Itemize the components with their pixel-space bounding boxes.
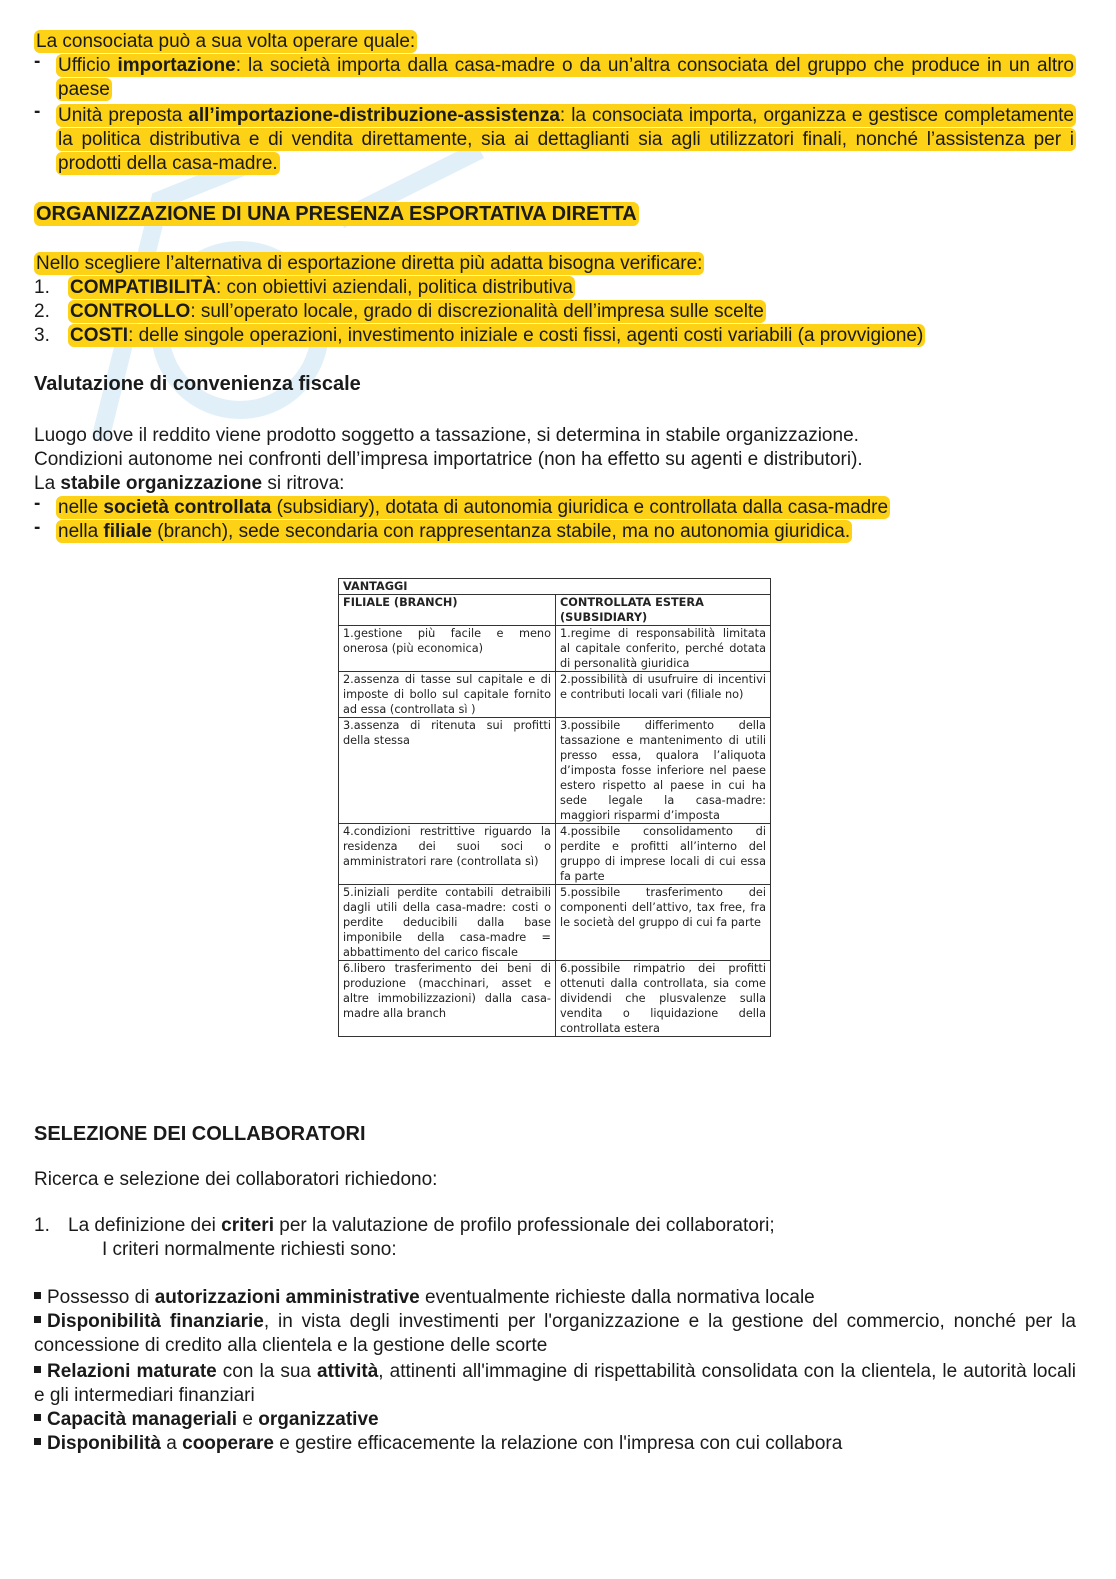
section1-item-1: 1. COMPATIBILITÀ: con obiettivi aziendali, politica distributiva [34, 277, 573, 298]
section2-title: Valutazione di convenienza fiscale [34, 373, 361, 395]
section2-line3: La stabile organizzazione si ritrova: [34, 473, 345, 494]
intro-lead: La consociata può a sua volta operare quale: [36, 31, 416, 52]
section2-line2: Condizioni autonome nei confronti dell’impresa importatrice (non ha effetto su agenti e distributori). [34, 449, 863, 470]
document-page [34, 30, 1076, 544]
table-header-branch: FILIALE (BRANCH) [339, 595, 556, 626]
criteria-bullet-3: Relazioni maturate con la sua attività, attinenti all'immagine di rispettabilità consolidata con la clientela, le autorità locali e gli intermediari finanziari [34, 1361, 1077, 1406]
table-row [339, 672, 771, 718]
section1-title: ORGANIZZAZIONE DI UNA PRESENZA ESPORTATIVA DIRETTA [36, 203, 637, 225]
section3-sub: I criteri normalmente richiesti sono: [102, 1239, 397, 1260]
section3 [34, 1122, 1076, 1456]
square-bullet-icon [34, 1438, 41, 1445]
criteria-bullet-5: Disponibilità a cooperare e gestire efficacemente la relazione con l'impresa con cui collabora [34, 1432, 1076, 1456]
section3-lead: Ricerca e selezione dei collaboratori richiedono: [34, 1169, 438, 1190]
table-row [339, 718, 771, 824]
table-cell: 5.iniziali perdite contabili detraibili dagli utili della casa-madre: costi o perdite deducibili dalla base imponibile della casa-madre = abbattimento del carico fiscale [339, 885, 556, 961]
table-row [339, 626, 771, 672]
table-cell: 6.possibile rimpatrio dei profitti ottenuti dalla controllata, sia come dividendi che plusvalenze sulla vendita o liquidazione della controllata estera [556, 961, 771, 1037]
intro-item-2: - Unità preposta all’importazione-distribuzione-assistenza: la consociata importa, organizza e gestisce completamente la politica distributiva e di vendita direttamente, sia ai dettaglianti sia agli utilizzatori finali, nonché l’assistenza per i prodotti della casa-madre. [34, 101, 1074, 174]
section1-lead: Nello scegliere l’alternativa di esportazione diretta più adatta bisogna verificare: [36, 253, 703, 274]
table-title: VANTAGGI [339, 579, 771, 595]
section2-item-1: - nelle società controllata (subsidiary), dotata di autonomia giuridica e controllata dalla casa-madre [34, 493, 889, 518]
section1-item-2: 2. CONTROLLO: sull’operato locale, grado di discrezionalità dell’impresa sulle scelte [34, 301, 764, 322]
table-cell: 6.libero trasferimento dei beni di produzione (macchinari, asset e altre immobilizzazioni) dalla casa-madre alla branch [339, 961, 556, 1037]
dash-bullet-icon: - [34, 101, 41, 122]
square-bullet-icon [34, 1366, 41, 1373]
section2-line1: Luogo dove il reddito viene prodotto soggetto a tassazione, si determina in stabile organizzazione. [34, 425, 859, 446]
criteria-bullet-4: Capacità manageriali e organizzative [34, 1408, 1076, 1432]
table-title-row [339, 579, 771, 595]
section2-item-2: - nella filiale (branch), sede secondaria con rappresentanza stabile, ma no autonomia giuridica. [34, 517, 851, 542]
dash-bullet-icon: - [34, 51, 41, 72]
section3-title: SELEZIONE DEI COLLABORATORI [34, 1123, 366, 1145]
square-bullet-icon [34, 1316, 41, 1323]
criteria-bullet-2: Disponibilità finanziarie, in vista degli investimenti per l'organizzazione e la gestione del commercio, nonché per la concessione di credito alla clientela e la gestione delle scorte [34, 1311, 1077, 1356]
advantages-table [338, 578, 771, 1037]
table-cell: 1.gestione più facile e meno onerosa (più economica) [339, 626, 556, 672]
table-cell: 3.possibile differimento della tassazione e mantenimento di utili presso essa, qualora l’aliquota d’imposta fosse inferiore nel paese estero rispetto al paese in cui ha sede legale la casa-madre: maggiori risparmi d’imposta [556, 718, 771, 824]
criteria-bullet-1: Possesso di autorizzazioni amministrative eventualmente richieste dalla normativa locale [34, 1286, 1076, 1310]
table-cell: 5.possibile trasferimento dei componenti dell’attivo, tax free, fra le società del gruppo di cui fa parte [556, 885, 771, 961]
intro-item-1: - Ufficio importazione: la società importa dalla casa-madre o da un’altra consociata del gruppo che produce in un altro paese [34, 51, 1074, 100]
table-row [339, 961, 771, 1037]
table-cell: 3.assenza di ritenuta sui profitti della stessa [339, 718, 556, 824]
section3-criteria-def: 1. La definizione dei criteri per la valutazione de profilo professionale dei collaboratori; [34, 1215, 775, 1236]
table-row [339, 824, 771, 885]
dash-bullet-icon: - [34, 493, 41, 514]
table-header-row [339, 595, 771, 626]
table-cell: 2.possibilità di usufruire di incentivi e contributi locali vari (filiale no) [556, 672, 771, 718]
table-row [339, 885, 771, 961]
table-cell: 4.condizioni restrittive riguardo la residenza dei suoi soci o amministratori rare (controllata sì) [339, 824, 556, 885]
dash-bullet-icon: - [34, 517, 41, 538]
table-cell: 2.assenza di tasse sul capitale e di imposte di bollo sul capitale fornito ad essa (controllata sì ) [339, 672, 556, 718]
square-bullet-icon [34, 1292, 41, 1299]
square-bullet-icon [34, 1414, 41, 1421]
section1-item-3: 3. COSTI: delle singole operazioni, investimento iniziale e costi fissi, agenti costi variabili (a provvigione) [34, 325, 924, 346]
table-cell: 4.possibile consolidamento di perdite e profitti all’interno del gruppo di imprese locali di cui essa fa parte [556, 824, 771, 885]
table-header-subsidiary: CONTROLLATA ESTERA (SUBSIDIARY) [556, 595, 771, 626]
table-cell: 1.regime di responsabilità limitata al capitale conferito, perché dotata di personalità giuridica [556, 626, 771, 672]
